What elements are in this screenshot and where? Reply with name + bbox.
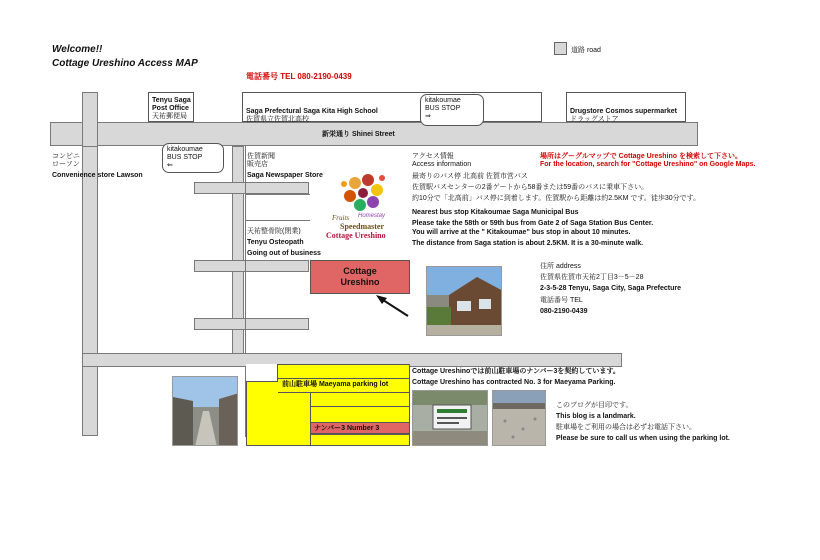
welcome-heading: Welcome!!: [52, 44, 103, 55]
road-center-line: [245, 146, 246, 354]
high-school-en: Saga Prefectural Saga Kita High School: [246, 108, 378, 115]
convenience-en: Convenience store Lawson: [52, 172, 143, 179]
address-tel: 080-2190-0439: [540, 308, 588, 315]
cottage-logo: [322, 168, 404, 242]
parking-row-1: [278, 378, 410, 379]
google-note-en: For the location, search for "Cottage Ureshino" on Google Maps.: [540, 161, 756, 168]
address-jp: 佐賀県佐賀市天祐2丁目3－5－28: [540, 274, 644, 281]
high-school-building: [242, 92, 542, 122]
blog-en2: Please be sure to call us when using the parking lot.: [556, 435, 730, 442]
logo-homestay: Homestay: [358, 213, 386, 219]
pointer-arrow-icon: [372, 292, 412, 320]
road-side-1: [194, 182, 309, 194]
page-title: Cottage Ureshino Access MAP: [52, 58, 198, 69]
google-note-jp: 場所はグーグルマップで Cottage Ureshino を検索して下さい。: [540, 153, 742, 160]
lot-line-1: [246, 194, 310, 195]
logo-fruits: Fruits: [332, 214, 350, 222]
road-side-3: [194, 318, 309, 330]
parking-col: [310, 392, 311, 446]
house-photo: [426, 266, 502, 336]
blog-jp1: このブログが目印です。: [556, 402, 633, 409]
parking-contract-jp: Cottage Ureshinoでは前山駐車場のナンバー3を契約しています。: [412, 368, 620, 375]
road-side-2: [194, 260, 309, 272]
address-tel-label: 電話番号 TEL: [540, 297, 583, 304]
post-office-building: [148, 92, 194, 122]
newspaper-en: Saga Newspaper Store: [247, 172, 323, 179]
cottage-ureshino-location: [310, 260, 410, 294]
logo-cottage-name: Cottage Ureshino: [326, 231, 386, 240]
high-school-jp: 佐賀県立佐賀北高校: [246, 116, 309, 123]
parking-row-3: [310, 406, 410, 407]
logo-speedmaster: Speedmaster: [340, 222, 384, 231]
bus-stop-top-label: BUS STOP: [425, 105, 461, 112]
newspaper-jp1: 佐賀新聞: [247, 153, 275, 160]
address-label: 住所 address: [540, 263, 581, 270]
cottage-box-line2: Ureshino: [340, 277, 380, 287]
parking-number-3-slot: [310, 422, 410, 434]
road-left-top: [82, 92, 98, 148]
bus-stop-top-arrow-icon: ⇒: [425, 113, 431, 120]
access-jp3: 約10分で「北高前」バス停に到着します。佐賀駅から距離は約2.5KM です。徒歩30分です。: [412, 195, 701, 202]
bus-stop-top-name: kitakoumae: [425, 97, 461, 104]
access-jp1: 最寄りのバス停 北高前 佐賀市営バス: [412, 173, 528, 180]
shinei-street-label: 新栄通り Shinei Street: [322, 131, 395, 138]
post-office-jp: 天祐郵便局: [152, 113, 187, 120]
parking-sign-photo: [412, 390, 488, 446]
access-heading-en: Access information: [412, 161, 472, 168]
post-office-en1: Tenyu Saga: [152, 97, 191, 104]
legend-road-label: 道路 road: [571, 47, 601, 54]
access-en1: Nearest bus stop Kitakoumae Saga Municipal Bus: [412, 209, 579, 216]
osteopath-en: Tenyu Osteopath: [247, 239, 304, 246]
bus-stop-left-label: BUS STOP: [167, 154, 203, 161]
drugstore-en: Drugstore Cosmos supermarket: [570, 108, 677, 115]
legend-road-swatch: [554, 42, 567, 55]
cottage-box-line1: Cottage: [343, 266, 377, 276]
drugstore-building: [566, 92, 686, 122]
convenience-jp2: ローソン: [52, 161, 80, 168]
bus-stop-left-name: kitakoumae: [167, 146, 203, 153]
newspaper-jp2: 販売店: [247, 161, 268, 168]
parking-contract-en: Cottage Ureshino has contracted No. 3 for Maeyama Parking.: [412, 379, 616, 386]
post-office-en2: Post Office: [152, 105, 189, 112]
parking-cutout: [246, 364, 278, 382]
road-left-vertical: [82, 146, 98, 436]
access-en3: You will arrive at the " Kitakoumae" bus stop in about 10 minutes.: [412, 229, 631, 236]
gravel-lot-photo: [492, 390, 546, 446]
access-en4: The distance from Saga station is about 2.5KM. It is a 30-minute walk.: [412, 240, 644, 247]
street-photo: [172, 376, 238, 446]
fruit-wreath-icon: [322, 168, 404, 218]
blog-jp2: 駐車場をご利用の場合は必ずお電話下さい。: [556, 424, 696, 431]
parking-label: 前山駐車場 Maeyama parking lot: [282, 381, 389, 388]
access-heading-jp: アクセス情報: [412, 153, 454, 160]
access-jp2: 佐賀駅バスセンターの2番ゲートから58番または59番のバスに乗車下さい。: [412, 184, 649, 191]
parking-row-2: [278, 392, 410, 393]
header-tel: 電話番号 TEL 080-2190-0439: [246, 72, 352, 81]
lot-line-2: [246, 220, 310, 221]
osteopath-jp: 天祐整骨院(閉業): [247, 228, 301, 235]
bus-stop-kitakoumae-left: [162, 143, 224, 173]
bus-stop-kitakoumae-top: [420, 94, 484, 126]
parking-row-4: [310, 434, 410, 435]
address-en: 2-3-5-28 Tenyu, Saga City, Saga Prefecture: [540, 285, 681, 292]
parking-number-label: ナンバー3 Number 3: [314, 425, 380, 432]
access-en2: Please take the 58th or 59th bus from Gate 2 of Saga Station Bus Center.: [412, 220, 654, 227]
drugstore-jp: ドラッグストア: [570, 116, 619, 123]
osteopath-status: Going out of business: [247, 250, 321, 257]
bus-stop-left-arrow-icon: ⇐: [167, 162, 173, 169]
convenience-jp1: コンビニ: [52, 153, 80, 160]
blog-en1: This blog is a landmark.: [556, 413, 636, 420]
